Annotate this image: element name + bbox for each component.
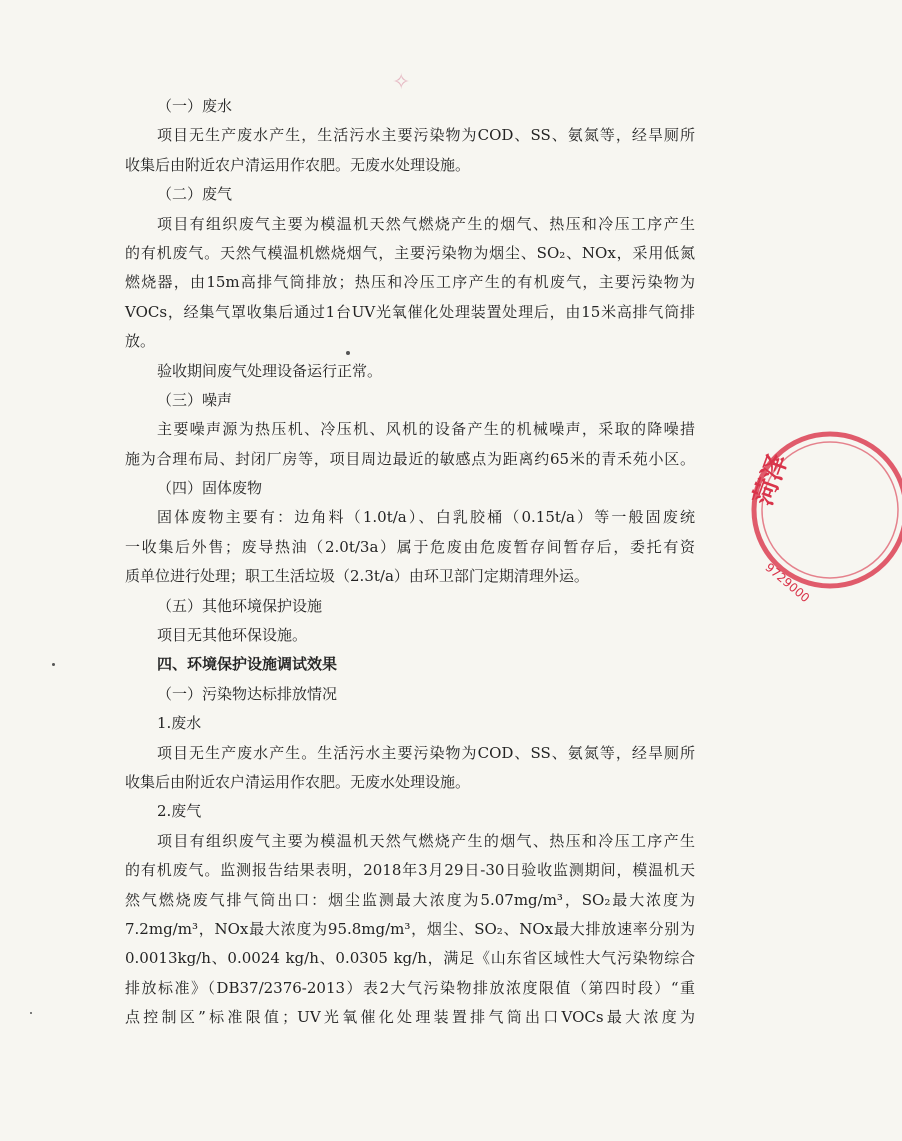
text-line: 燃烧器，由15m高排气筒排放；热压和冷压工序产生的有机废气，主要污染物为	[125, 273, 695, 292]
text-line: 主要噪声源为热压机、冷压机、风机的设备产生的机械噪声，采取的降噪措	[157, 420, 695, 439]
text-line: 2.废气	[157, 802, 202, 821]
text-line: 收集后由附近农户清运用作农肥。无废水处理设施。	[125, 155, 471, 174]
text-line: 7.2mg/m³，NOx最大浓度为95.8mg/m³，烟尘、SO₂、NOx最大排放速率分别为	[125, 919, 695, 938]
text-line: 排放标准》（DB37/2376-2013）表2大气污染物排放浓度限值（第四时段）“重	[125, 978, 695, 997]
section-heading: 四、环境保护设施调试效果	[157, 655, 338, 674]
text-line: 项目有组织废气主要为模温机天然气燃烧产生的烟气、热压和冷压工序产生	[157, 831, 695, 850]
text-line: （一）污染物达标排放情况	[157, 684, 338, 703]
official-seal-stamp	[748, 415, 902, 606]
text-line: 项目有组织废气主要为模温机天然气燃烧产生的烟气、热压和冷压工序产生	[157, 214, 695, 233]
seal-text: 菏泽	[748, 450, 795, 510]
text-line: 项目无生产废水产生，生活污水主要污染物为COD、SS、氨氮等，经旱厕所	[157, 126, 695, 145]
text-line: 验收期间废气处理设备运行正常。	[157, 361, 383, 380]
text-line: 项目无生产废水产生。生活污水主要污染物为COD、SS、氨氮等，经旱厕所	[157, 743, 695, 762]
text-line: （二）废气	[157, 185, 233, 204]
text-line: 的有机废气。天然气模温机燃烧烟气，主要污染物为烟尘、SO₂、NOx，采用低氮	[125, 243, 695, 262]
text-line: 然气燃烧废气排气筒出口：烟尘监测最大浓度为5.07mg/m³，SO₂最大浓度为	[125, 890, 695, 909]
text-line: 一收集后外售；废导热油（2.0t/3a）属于危废由危废暂存间暂存后，委托有资	[125, 537, 695, 556]
text-line: 固体废物主要有：边角料（1.0t/a）、白乳胶桶（0.15t/a）等一般固废统	[157, 508, 695, 527]
text-line: 质单位进行处理；职工生活垃圾（2.3t/a）由环卫部门定期清理外运。	[125, 567, 589, 586]
text-line: （五）其他环境保护设施	[157, 596, 323, 615]
text-line: 点控制区”标准限值；UV光氧催化处理装置排气筒出口VOCs最大浓度为	[125, 1008, 695, 1027]
text-line: VOCs，经集气罩收集后通过1台UV光氧催化处理装置处理后，由15米高排气筒排	[125, 302, 695, 321]
text-line: 收集后由附近农户清运用作农肥。无废水处理设施。	[125, 772, 471, 791]
text-line: 的有机废气。监测报告结果表明，2018年3月29日-30日验收监测期间，模温机天	[125, 861, 695, 880]
text-line: 项目无其他环保设施。	[157, 626, 308, 645]
text-line: 0.0013kg/h、0.0024 kg/h、0.0305 kg/h，满足《山东省区域性大气污染物综合	[125, 949, 695, 968]
text-line: 施为合理布局、封闭厂房等，项目周边最近的敏感点为距离约65米的青禾苑小区。	[125, 449, 695, 468]
text-line: （四）固体废物	[157, 479, 263, 498]
text-line: （一）废水	[157, 97, 233, 115]
text-line: （三）噪声	[157, 390, 233, 409]
document-page: ✧ （一）废水 项目无生产废水产生，生活污水主要污染物为COD、SS、氨氮等，经旱厕所 收集后由附近农户清运用作农肥。无废水处理设施。 （二）废气 项目有组织废气主要为模温机天然气燃烧产生的烟气、热压和冷压工序产生 的有机废气。天然气模温机燃烧烟气，主要污染物为烟尘、SO₂、NOx，采用低氮 燃烧器，由15m高排气筒排放；热压和冷压工序产生的有机废气，主要污染物为 VOCs，经集气罩收集后通过1台UV光氧催化处理装置处理后，由15米高排气筒排 放。 验收期间废气处理设备运行正常。 （三）噪声 主要噪声源为热压机、冷压机、风机的设备产生的机械噪声，采取的降噪措 施为合理布局、封闭厂房等，项目周边最近的敏感点为距离约65米的青禾苑小区。 （四）固体废物 固体废物主要有：边角料（1.0t/a）、白乳胶桶（0.15t/a）等一般固废统 一收集后外售；废导热油（2.0t/3a）属于危废由危废暂存间暂存后，委托有资 质单位进行处理；职工生活垃圾（2.3t/a）由环卫部门定期清理外运。 （五）其他环境保护设施 项目无其他环保设施。 四、环境保护设施调试效果 （一）污染物达标排放情况 1.废水 项目无生产废水产生。生活污水主要污染物为COD、SS、氨氮等，经旱厕所 收集后由附近农户清运用作农肥。无废水处理设施。 2.废气 项目有组织废气主要为模温机天然气燃烧产生的烟气、热压和冷压工序产生 的有机废气。监测报告结果表明，2018年3月29日-30日验收监测期间，模温机天 然气燃烧废气排气筒出口：烟尘监测最大浓度为5.07mg/m³，SO₂最大浓度为 7.2mg/m³，NOx最大浓度为95.8mg/m³，烟尘、SO₂、NOx最大排放速率分别为 0.0013kg/h、0.0024 kg/h、0.0305 kg/h，满足《山东省区域性大气污染物综合 排放标准》（DB37/2376-2013）表2大气污染物排放浓度限值（第四时段）“重 点控制区”标准限值；UV光氧催化处理装置排气筒出口VOCs最大浓度为 菏泽 9729000	[0, 0, 800, 1141]
text-line: 1.废水	[157, 714, 202, 733]
text-line: 放。	[125, 332, 156, 351]
seal-number: 9729000	[762, 560, 813, 606]
document-body	[125, 92, 695, 1033]
